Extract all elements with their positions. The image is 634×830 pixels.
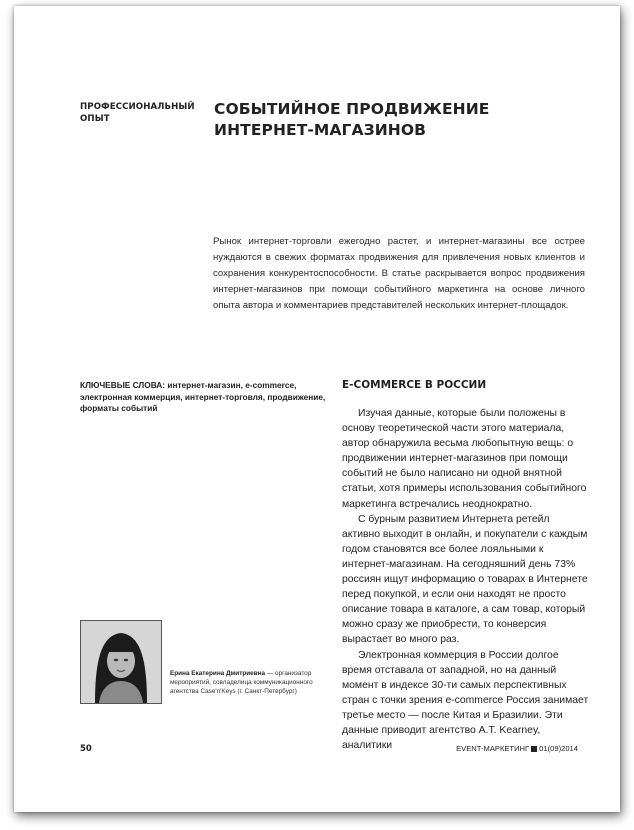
author-portrait-image <box>81 621 161 703</box>
magazine-page <box>14 6 620 812</box>
author-description: — организатор мероприятий, совладелица коммуникационного агентства Case'n'Keys (г. Санкт-Петербург) <box>170 670 313 695</box>
section-heading: E-COMMERCE В РОССИИ <box>342 379 487 391</box>
square-bullet-icon <box>531 746 537 752</box>
section-label: ПРОФЕССИОНАЛЬНЫЙ ОПЫТ <box>80 102 195 124</box>
article-title: СОБЫТИЙНОЕ ПРОДВИЖЕНИЕ ИНТЕРНЕТ-МАГАЗИНОВ <box>214 100 490 139</box>
body-column <box>342 406 590 753</box>
magazine-name: EVENT-МАРКЕТИНГ <box>456 744 530 753</box>
keywords: КЛЮЧЕВЫЕ СЛОВА: интернет-магазин, e-commerce, электронная коммерция, интернет-торговля, продвижение, форматы событий <box>80 380 326 413</box>
body-paragraph: Электронная коммерция в России долгое время отставала от западной, но на данный момент в индексе 30-ти самых перспективных стран с точки зрения e-commerce Россия занимает третье место — после Китая и Бразилии. Эти данные приводит агентство A.T. Kearney, аналитики <box>342 649 589 752</box>
author-bio <box>170 669 332 696</box>
body-paragraph: С бурным развитием Интернета ретейл активно выходит в онлайн, и покупатели с каждым годом становятся все более лояльными к интернет-магазинам. На сегодняшний день 73% россиян ищут информацию о товарах в Интернете перед покупкой, и если они находят не просто описание товара в каталоге, а сам товар, который можно сразу же приобрести, то конверсия вырастает во много раз. <box>342 513 588 646</box>
author-name: Ерина Екатерина Дмитриевна <box>170 670 266 677</box>
issue-number: 01(09)2014 <box>539 744 578 753</box>
page-number: 50 <box>80 744 92 754</box>
article-lead: Рынок интернет-торговли ежегодно растет, и интернет-магазины все острее нуждаются в свежих форматах продвижения для привлечения новых клиентов и сохранения конкурентоспособности. В статье раскрывается вопрос продвижения интернет-магазинов при помощи событийного маркетинга на основе личного опыта автора и комментариев представителей нескольких интернет-площадок. <box>213 236 585 311</box>
author-photo <box>80 620 162 704</box>
body-paragraph: Изучая данные, которые были положены в основу теоретической части этого материала, автор обнаружила весьма любопытную вещь: о продвижении интернет-магазинов при помощи событий не было написано ни одной внятной статьи, хотя примеры использования событийного маркетинга встречались неоднократно. <box>342 408 587 510</box>
magazine-footer <box>456 744 578 753</box>
